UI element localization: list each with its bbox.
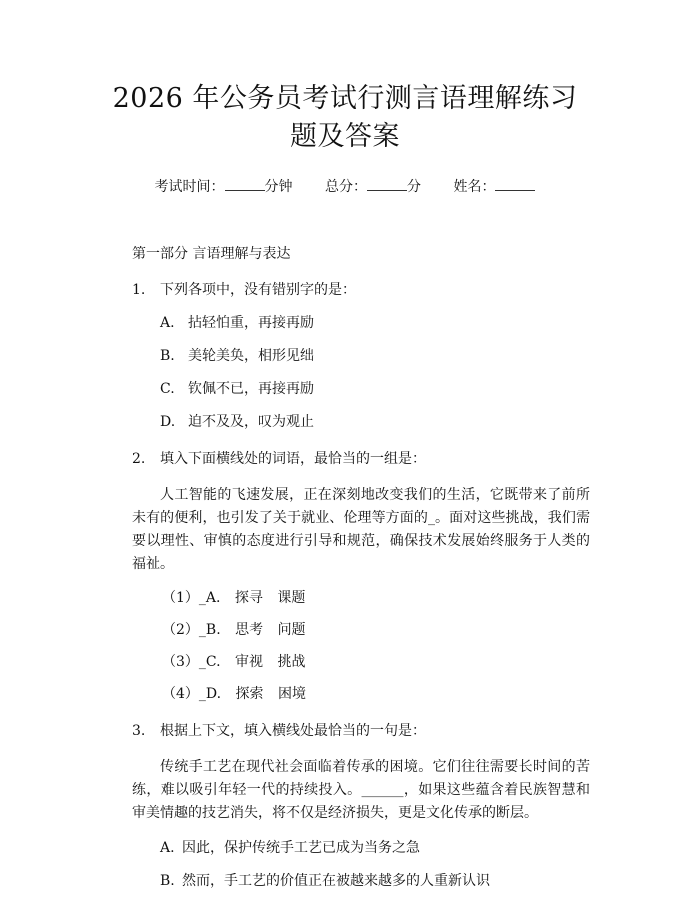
option-letter: A. xyxy=(160,315,175,331)
exam-score-label: 总分： xyxy=(325,179,367,195)
sub-option-index: （3）_C. xyxy=(162,654,221,670)
sub-option-word-1: 审视 xyxy=(235,654,264,670)
sub-option-word-2: 困境 xyxy=(278,686,306,702)
exam-meta xyxy=(100,176,590,196)
question-1 xyxy=(132,280,590,300)
option-item xyxy=(132,838,590,858)
exam-name-blank xyxy=(495,178,535,191)
question-number: 3. xyxy=(132,723,146,739)
option-letter: D. xyxy=(160,414,176,430)
question-stem: 下列各项中，没有错别字的是： xyxy=(160,282,356,298)
sub-option-word-2: 挑战 xyxy=(277,654,306,670)
exam-name xyxy=(453,179,535,195)
sub-option-word-1: 思考 xyxy=(235,622,264,638)
option-letter: B. xyxy=(160,348,175,364)
sub-option xyxy=(132,588,590,608)
sub-option-word-2: 问题 xyxy=(277,622,306,638)
sub-option-index: （1）_A. xyxy=(162,590,221,606)
exam-time xyxy=(155,179,297,195)
page-title: 2026 年公务员考试行测言语理解练习题及答案 xyxy=(112,83,578,152)
section-heading: 第一部分 言语理解与表达 xyxy=(132,246,291,262)
option-item xyxy=(132,346,590,366)
sub-option xyxy=(132,620,590,640)
option-text: 美轮美奂，相形见绌 xyxy=(188,348,314,364)
option-letter: B. xyxy=(160,873,175,889)
question-number: 2. xyxy=(132,451,146,467)
exam-score xyxy=(325,179,425,195)
sub-option-word-2: 课题 xyxy=(277,590,306,606)
option-letter: A. xyxy=(160,840,175,856)
option-item xyxy=(132,313,590,333)
option-text: 迫不及及，叹为观止 xyxy=(188,414,314,430)
option-text: 拈轻怕重，再接再励 xyxy=(188,315,314,331)
option-letter: C. xyxy=(160,381,175,397)
question-2 xyxy=(132,449,590,469)
question-passage: 传统手工艺在现代社会面临着传承的困境。它们往往需要长时间的苦练，难以吸引年轻一代的持续投入。______，如果这些蕴含着民族智慧和审美情趣的技艺消失，将不仅是经济损失，更是文化传承的断层。 xyxy=(132,759,590,821)
sub-option xyxy=(132,652,590,672)
exam-time-unit: 分钟 xyxy=(264,179,293,195)
sub-option-word-1: 探寻 xyxy=(234,590,263,606)
exam-score-blank xyxy=(367,178,407,191)
question-number: 1. xyxy=(132,282,146,298)
option-item xyxy=(132,412,590,432)
option-item xyxy=(132,871,590,891)
sub-option-index: （2）_B. xyxy=(162,622,221,638)
sub-option-index: （4）_D. xyxy=(162,686,222,702)
sub-option-word-1: 探索 xyxy=(235,686,264,702)
question-stem: 填入下面横线处的词语，最恰当的一组是： xyxy=(160,451,426,467)
exam-name-label: 姓名： xyxy=(453,179,496,195)
exam-time-blank xyxy=(225,178,265,191)
exam-score-unit: 分 xyxy=(407,179,421,195)
option-item xyxy=(132,379,590,399)
option-text: 因此，保护传统手工艺已成为当务之急 xyxy=(182,840,420,856)
sub-option xyxy=(132,684,590,704)
option-text: 然而，手工艺的价值正在被越来越多的人重新认识 xyxy=(182,873,490,889)
question-stem: 根据上下文，填入横线处最恰当的一句是： xyxy=(160,723,426,739)
exam-time-label: 考试时间： xyxy=(154,179,225,195)
question-3 xyxy=(132,721,590,741)
option-text: 钦佩不已，再接再励 xyxy=(188,381,314,397)
question-passage: 人工智能的飞速发展，正在深刻地改变我们的生活，它既带来了前所未有的便利，也引发了关于就业、伦理等方面的_。面对这些挑战，我们需要以理性、审慎的态度进行引导和规范，确保技术发展始终服务于人类的福祉。 xyxy=(132,487,590,572)
